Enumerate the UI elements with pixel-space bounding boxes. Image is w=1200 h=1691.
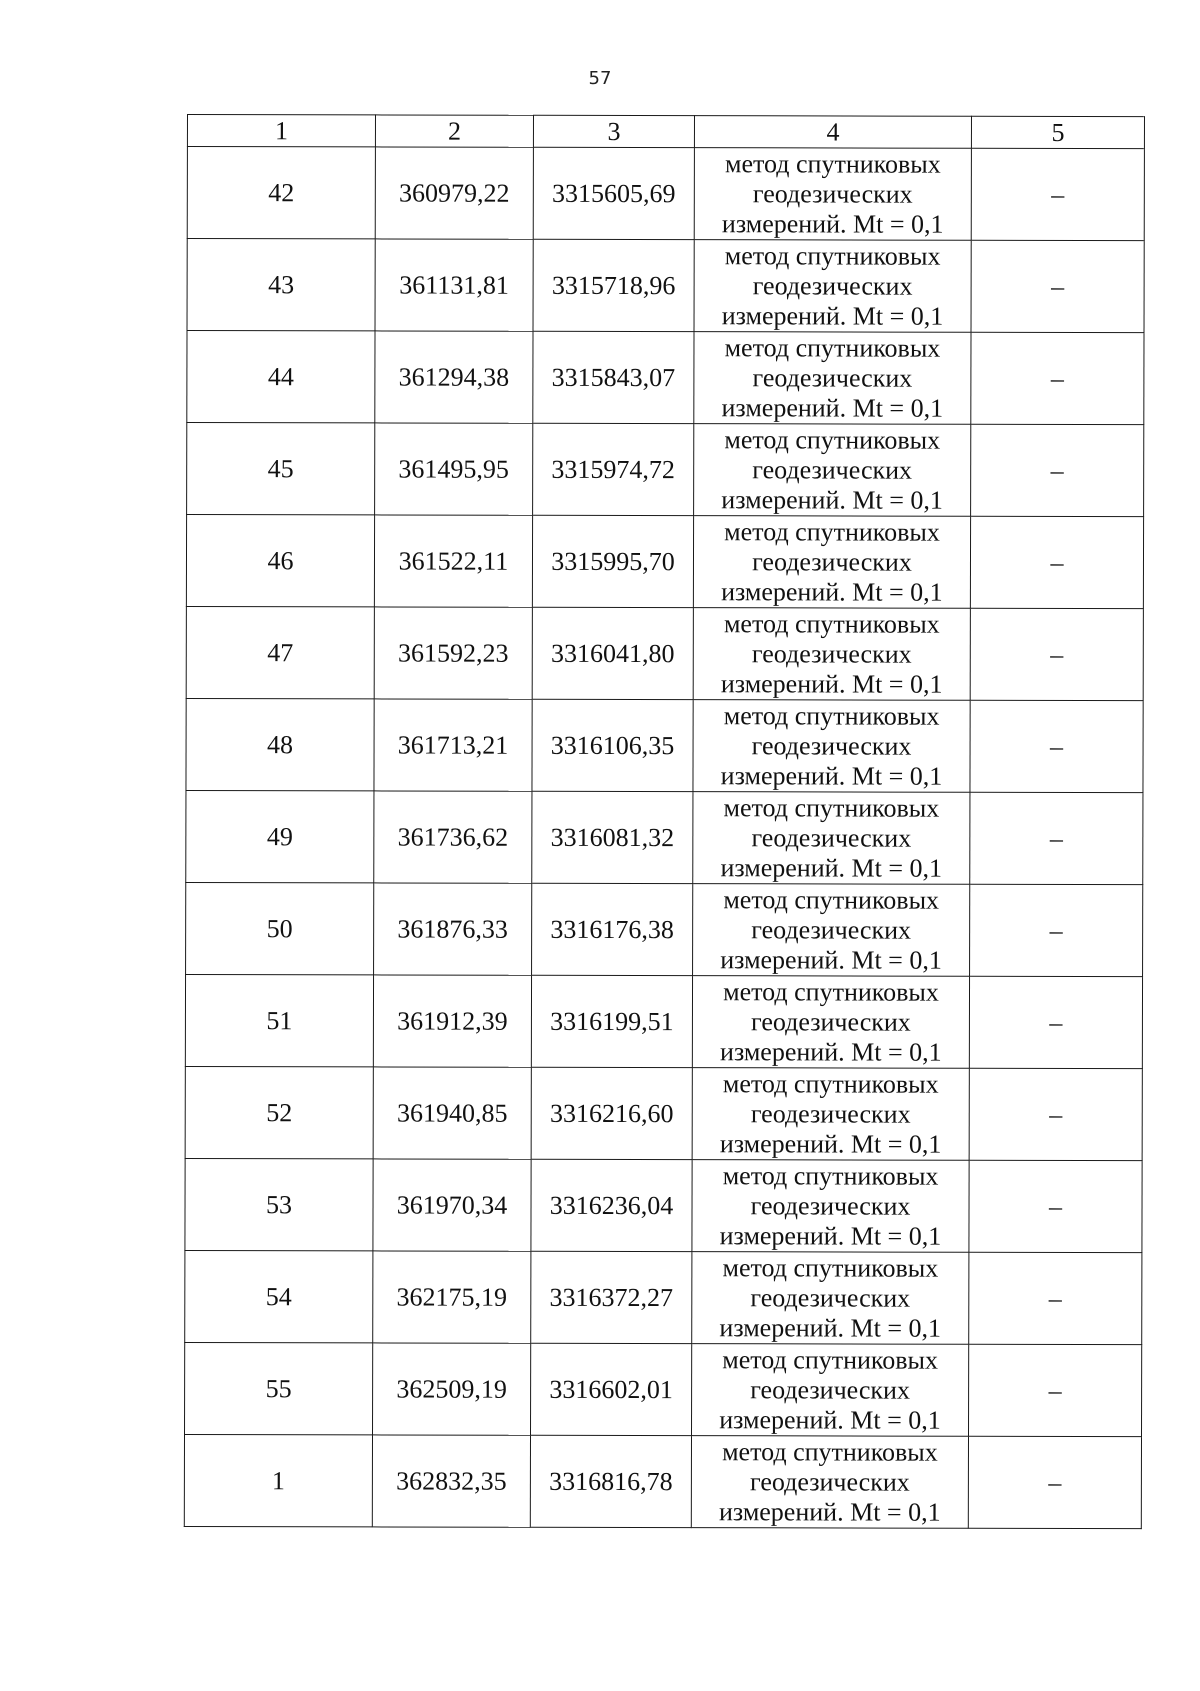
point-number-cell: 45 xyxy=(187,423,375,515)
table-row xyxy=(185,1066,1142,1160)
point-number-cell: 47 xyxy=(186,606,374,698)
method-line: метод спутниковых xyxy=(723,608,940,639)
page-number: 57 xyxy=(588,68,612,89)
x-coordinate-cell: 361736,62 xyxy=(374,791,532,883)
y-coordinate-cell: 3316081,32 xyxy=(532,791,693,883)
point-number-cell: 1 xyxy=(184,1434,372,1526)
y-coordinate-cell: 3316236,04 xyxy=(531,1159,692,1251)
y-coordinate-cell: 3316816,78 xyxy=(530,1435,691,1527)
table-row xyxy=(186,790,1143,884)
method-line: геодезических xyxy=(749,1466,910,1497)
method-line: геодезических xyxy=(752,270,913,301)
method-cell xyxy=(693,700,970,793)
method-line: метод спутниковых xyxy=(723,976,939,1007)
x-coordinate-cell: 361522,11 xyxy=(374,515,532,607)
point-number-cell: 51 xyxy=(185,974,373,1066)
method-line: геодезических xyxy=(751,914,912,945)
x-coordinate-cell: 362175,19 xyxy=(373,1251,531,1343)
method-line: метод спутниковых xyxy=(724,516,940,547)
point-number-cell: 53 xyxy=(185,1158,373,1250)
method-line: измерений. Mt = 0,1 xyxy=(721,392,944,423)
header-col-4: 4 xyxy=(694,116,971,149)
method-line: метод спутниковых xyxy=(722,1252,939,1283)
method-line: метод спутниковых xyxy=(722,1160,939,1191)
table-row xyxy=(186,882,1143,976)
description-cell: – xyxy=(970,792,1143,884)
description-cell: – xyxy=(971,148,1144,240)
method-cell xyxy=(694,240,971,333)
y-coordinate-cell: 3316372,27 xyxy=(531,1251,692,1343)
point-number-cell: 48 xyxy=(186,698,374,790)
method-line: измерений. Mt = 0,1 xyxy=(721,208,944,239)
y-coordinate-cell: 3316176,38 xyxy=(532,883,693,975)
method-line: метод спутниковых xyxy=(723,792,940,823)
description-cell: – xyxy=(969,976,1142,1068)
method-line: измерений. Mt = 0,1 xyxy=(719,1128,942,1159)
header-row xyxy=(187,115,1144,149)
method-line: измерений. Mt = 0,1 xyxy=(720,760,943,791)
method-line: метод спутниковых xyxy=(722,1436,938,1467)
table-row xyxy=(187,331,1144,425)
method-line: метод спутниковых xyxy=(724,424,941,455)
method-line: геодезических xyxy=(751,730,912,761)
table-row xyxy=(185,1342,1142,1436)
description-cell: – xyxy=(969,1068,1142,1160)
table-body xyxy=(184,147,1144,1529)
point-number-cell: 43 xyxy=(187,239,375,331)
method-cell xyxy=(692,1160,969,1253)
method-line: измерений. Mt = 0,1 xyxy=(720,944,942,975)
description-cell: – xyxy=(970,516,1143,608)
method-cell xyxy=(691,1436,968,1529)
method-line: измерений. Mt = 0,1 xyxy=(718,1496,941,1527)
method-cell xyxy=(693,792,970,885)
description-cell: – xyxy=(970,700,1143,792)
coordinates-table xyxy=(184,114,1145,1529)
x-coordinate-cell: 362509,19 xyxy=(373,1343,531,1435)
description-cell: – xyxy=(971,424,1144,516)
method-line: измерений. Mt = 0,1 xyxy=(719,1220,942,1251)
table-row xyxy=(187,239,1144,333)
method-cell xyxy=(692,976,969,1069)
x-coordinate-cell: 361912,39 xyxy=(373,975,531,1067)
x-coordinate-cell: 360979,22 xyxy=(375,147,533,239)
method-cell xyxy=(693,884,970,977)
header-col-3: 3 xyxy=(533,115,694,147)
point-number-cell: 50 xyxy=(186,882,374,974)
y-coordinate-cell: 3315974,72 xyxy=(533,423,694,515)
method-line: геодезических xyxy=(752,362,913,393)
y-coordinate-cell: 3315995,70 xyxy=(532,515,693,607)
method-line: измерений. Mt = 0,1 xyxy=(721,576,943,607)
description-cell: – xyxy=(970,608,1143,700)
y-coordinate-cell: 3316041,80 xyxy=(532,607,693,699)
description-cell: – xyxy=(969,1160,1142,1252)
y-coordinate-cell: 3316199,51 xyxy=(531,975,692,1067)
table-row xyxy=(185,974,1142,1068)
method-line: измерений. Mt = 0,1 xyxy=(719,1404,941,1435)
point-number-cell: 55 xyxy=(185,1342,373,1434)
method-cell xyxy=(693,608,970,701)
y-coordinate-cell: 3316106,35 xyxy=(532,699,693,791)
method-cell xyxy=(693,516,970,609)
x-coordinate-cell: 361131,81 xyxy=(375,239,533,331)
x-coordinate-cell: 362832,35 xyxy=(372,1435,530,1527)
method-cell xyxy=(692,1252,969,1345)
table-row xyxy=(184,1434,1141,1528)
point-number-cell: 52 xyxy=(185,1066,373,1158)
point-number-cell: 46 xyxy=(186,515,374,607)
method-line: метод спутниковых xyxy=(724,148,941,179)
description-cell: – xyxy=(971,240,1144,332)
y-coordinate-cell: 3315605,69 xyxy=(533,147,694,239)
table-row xyxy=(187,423,1144,517)
method-line: геодезических xyxy=(752,454,913,485)
y-coordinate-cell: 3316216,60 xyxy=(531,1067,692,1159)
method-line: метод спутниковых xyxy=(722,1068,939,1099)
description-cell: – xyxy=(968,1436,1141,1528)
x-coordinate-cell: 361970,34 xyxy=(373,1159,531,1251)
method-line: измерений. Mt = 0,1 xyxy=(721,484,943,515)
x-coordinate-cell: 361294,38 xyxy=(375,331,533,423)
table-header xyxy=(187,115,1144,149)
method-line: метод спутниковых xyxy=(724,240,941,271)
table-row xyxy=(187,147,1144,241)
method-line: измерений. Mt = 0,1 xyxy=(720,668,943,699)
method-cell xyxy=(694,424,971,517)
method-line: метод спутниковых xyxy=(723,884,940,915)
header-col-1: 1 xyxy=(187,115,375,147)
method-line: метод спутниковых xyxy=(722,1344,939,1375)
table-row xyxy=(186,698,1143,792)
method-cell xyxy=(692,1344,969,1437)
method-line: геодезических xyxy=(750,1374,910,1405)
description-cell: – xyxy=(970,884,1143,976)
method-line: геодезических xyxy=(750,1190,911,1221)
x-coordinate-cell: 361592,23 xyxy=(374,607,532,699)
method-line: метод спутниковых xyxy=(723,700,940,731)
point-number-cell: 49 xyxy=(186,790,374,882)
method-line: геодезических xyxy=(752,546,912,577)
method-cell xyxy=(694,332,971,425)
method-line: геодезических xyxy=(751,1006,911,1037)
header-col-5: 5 xyxy=(971,116,1144,148)
method-line: геодезических xyxy=(750,1282,911,1313)
method-line: геодезических xyxy=(752,178,913,209)
description-cell: – xyxy=(969,1252,1142,1344)
x-coordinate-cell: 361940,85 xyxy=(373,1067,531,1159)
y-coordinate-cell: 3315718,96 xyxy=(533,239,694,331)
table-row xyxy=(186,606,1143,700)
x-coordinate-cell: 361713,21 xyxy=(374,699,532,791)
method-line: измерений. Mt = 0,1 xyxy=(719,1312,942,1343)
method-line: геодезических xyxy=(751,638,912,669)
y-coordinate-cell: 3315843,07 xyxy=(533,331,694,423)
method-cell xyxy=(694,148,971,241)
y-coordinate-cell: 3316602,01 xyxy=(531,1343,692,1435)
method-line: метод спутниковых xyxy=(724,332,941,363)
x-coordinate-cell: 361495,95 xyxy=(375,423,533,515)
point-number-cell: 54 xyxy=(185,1250,373,1342)
x-coordinate-cell: 361876,33 xyxy=(374,883,532,975)
table-row xyxy=(186,515,1143,609)
method-line: измерений. Mt = 0,1 xyxy=(720,1036,942,1067)
method-cell xyxy=(692,1068,969,1161)
method-line: измерений. Mt = 0,1 xyxy=(721,300,944,331)
point-number-cell: 44 xyxy=(187,331,375,423)
method-line: измерений. Mt = 0,1 xyxy=(720,852,943,883)
method-line: геодезических xyxy=(751,822,912,853)
description-cell: – xyxy=(971,332,1144,424)
table-row xyxy=(185,1250,1142,1344)
description-cell: – xyxy=(969,1344,1142,1436)
table-row xyxy=(185,1158,1142,1252)
method-line: геодезических xyxy=(750,1098,911,1129)
header-col-2: 2 xyxy=(375,115,533,147)
point-number-cell: 42 xyxy=(187,147,375,239)
